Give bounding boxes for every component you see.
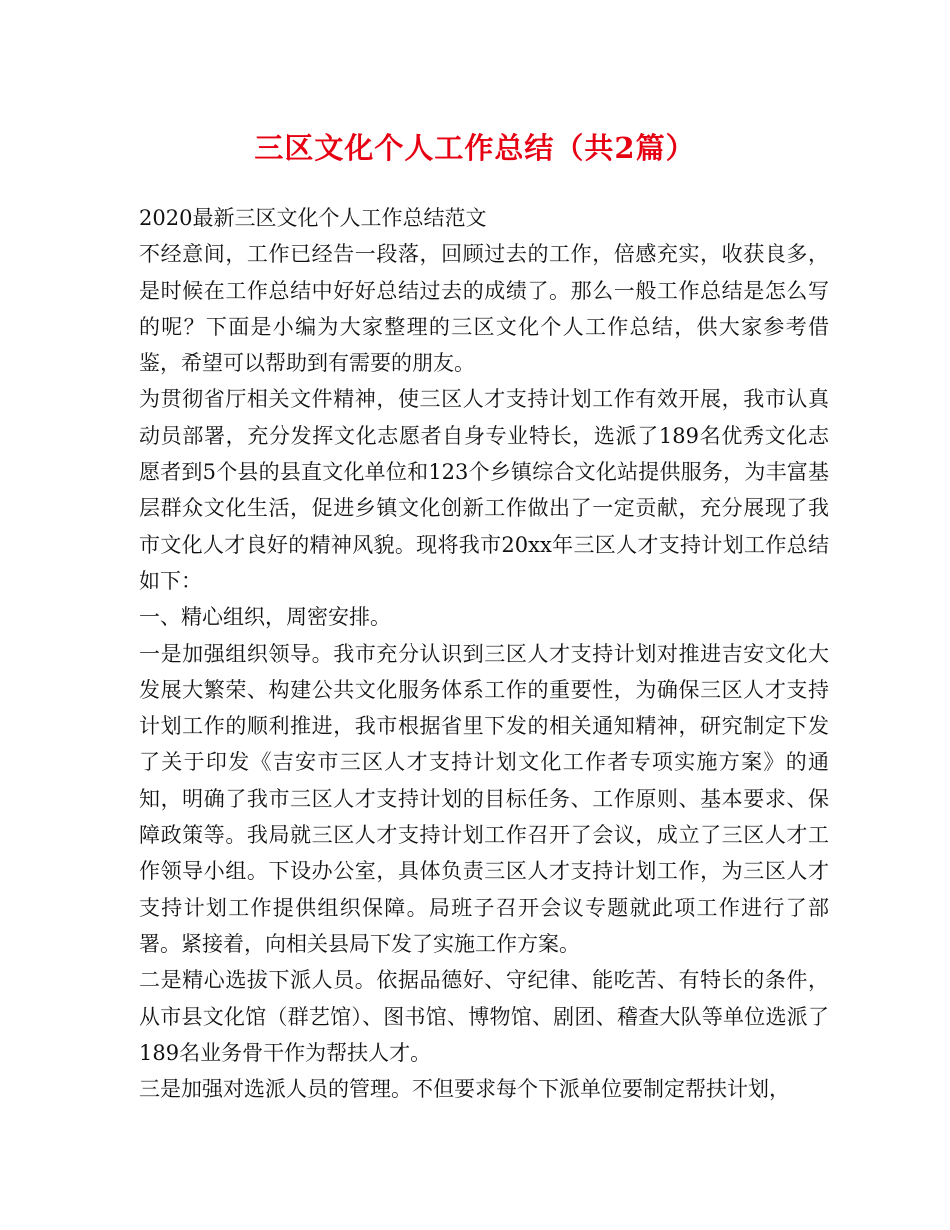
document-title: 三区文化个人工作总结（共2篇） xyxy=(254,131,696,165)
document-body xyxy=(139,200,829,1107)
subtitle-line: 2020最新三区文化个人工作总结范文 xyxy=(139,206,487,230)
paragraph-organization: 一是加强组织领导。我市充分认识到三区人才支持计划对推进吉安文化大发展大繁荣、构建公共文化服务体系工作的重要性，为确保三区人才支持计划工作的顺利推进，我市根据省里下发的相关通知精神，研究制定下发了关于印发《吉安市三区人才支持计划文化工作者专项实施方案》的通知，明确了我市三区人才支持计划的目标任务、工作原则、基本要求、保障政策等。我局就三区人才支持计划工作召开了会议，成立了三区人才工作领导小组。下设办公室，具体负责三区人才支持计划工作，为三区人才支持计划工作提供组织保障。局班子召开会议专题就此项工作进行了部署。紧接着，向相关县局下发了实施工作方案。 xyxy=(139,641,829,956)
paragraph-selection: 二是精心选拔下派人员。依据品德好、守纪律、能吃苦、有特长的条件，从市县文化馆（群艺馆）、图书馆、博物馆、剧团、稽查大队等单位选派了189名业务骨干作为帮扶人才。 xyxy=(139,968,829,1065)
paragraph-overview: 为贯彻省厅相关文件精神，使三区人才支持计划工作有效开展，我市认真动员部署，充分发挥文化志愿者自身专业特长，选派了189名优秀文化志愿者到5个县的县直文化单位和123个乡镇综合文化站提供服务，为丰富基层群众文化生活，促进乡镇文化创新工作做出了一定贡献，充分展现了我市文化人才良好的精神风貌。现将我市20xx年三区人才支持计划工作总结如下： xyxy=(139,387,829,593)
paragraph-management: 三是加强对选派人员的管理。不但要求每个下派单位要制定帮扶计划， xyxy=(139,1077,790,1102)
paragraph-intro: 不经意间，工作已经告一段落，回顾过去的工作，倍感充实，收获良多，是时候在工作总结中好好总结过去的成绩了。那么一般工作总结是怎么写的呢？下面是小编为大家整理的三区文化个人工作总结，供大家参考借鉴，希望可以帮助到有需要的朋友。 xyxy=(139,242,829,376)
section-heading-1: 一、精心组织，周密安排。 xyxy=(139,605,391,630)
